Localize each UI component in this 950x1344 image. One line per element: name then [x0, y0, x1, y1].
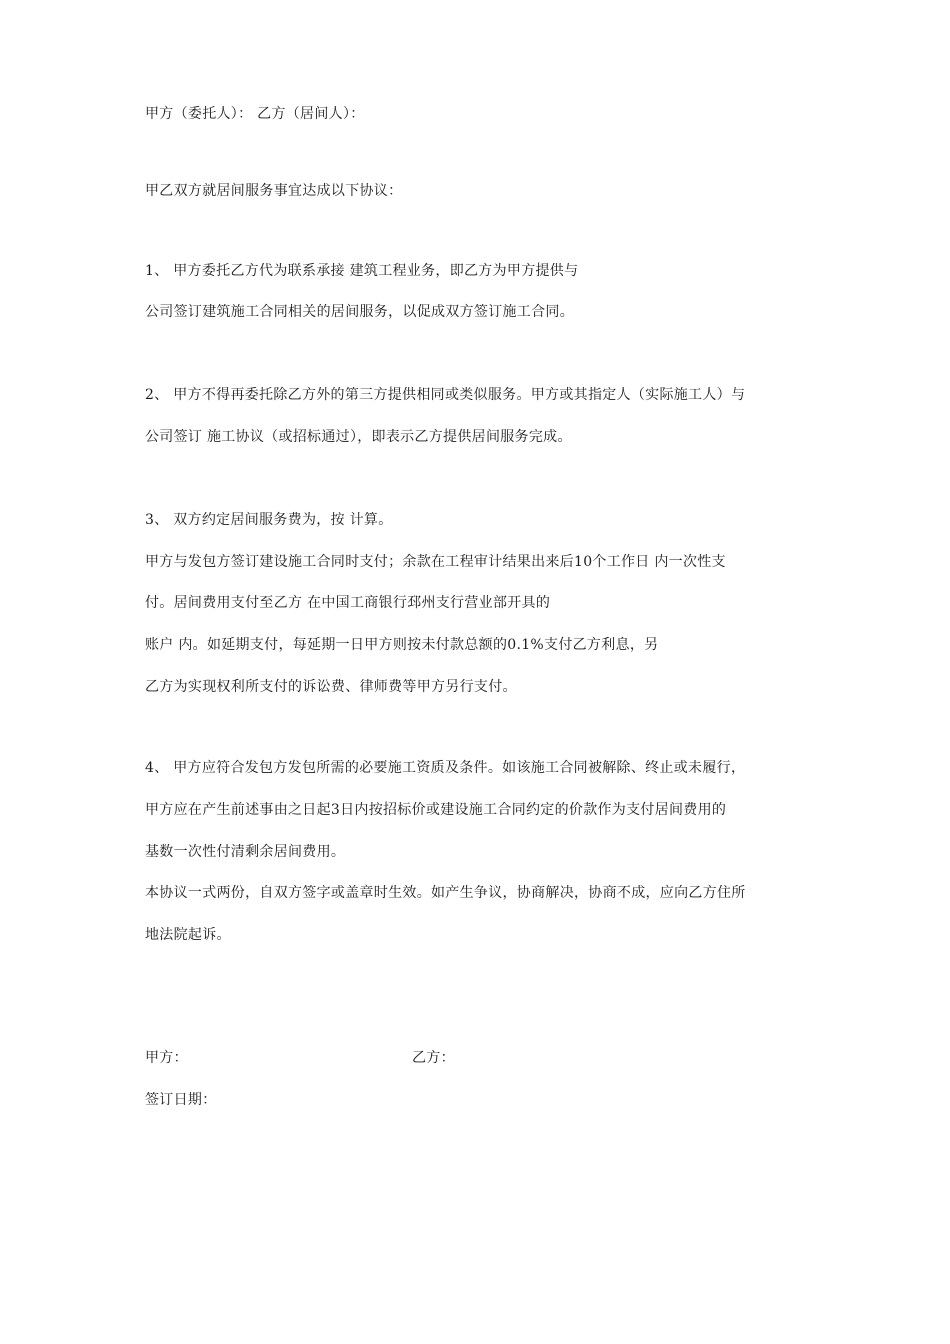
final-clause-line-1: 本协议一式两份，自双方签字或盖章时生效。如产生争议，协商解决，协商不成，应向乙方住所: [145, 885, 746, 901]
clause-4-line-3: 基数一次性付清剩余居间费用。: [145, 844, 346, 860]
signature-date-label: 签订日期：: [145, 1092, 217, 1108]
clause-4-line-2: 甲方应在产生前述事由之日起3日内按招标价或建设施工合同约定的价款作为支付居间费用的: [145, 802, 727, 818]
clause-4-line-1: 4、 甲方应符合发包方发包所需的必要施工资质及条件。如该施工合同被解除、终止或未履行，: [145, 760, 746, 776]
final-clause-line-2: 地法院起诉。: [145, 927, 231, 943]
clause-3-line-2: 甲方与发包方签订建设施工合同时支付；余款在工程审计结果出来后10个工作日 内一次性支: [145, 554, 726, 570]
clause-3-line-4: 账户 内。如延期支付，每延期一日甲方则按未付款总额的0.1%支付乙方利息，另: [145, 637, 659, 653]
clause-3-line-5: 乙方为实现权利所支付的诉讼费、律师费等甲方另行支付。: [145, 679, 517, 695]
clause-1-line-2: 公司签订建筑施工合同相关的居间服务，以促成双方签订施工合同。: [145, 304, 574, 320]
signature-party-b: 乙方：: [412, 1050, 455, 1066]
signature-party-a: 甲方：: [145, 1050, 188, 1066]
parties-line: 甲方（委托人）： 乙方（居间人）：: [145, 106, 365, 122]
clause-1-line-1: 1、 甲方委托乙方代为联系承接 建筑工程业务，即乙方为甲方提供与: [145, 263, 579, 279]
clause-2-line-2: 公司签订 施工协议（或招标通过），即表示乙方提供居间服务完成。: [145, 429, 572, 445]
clause-3-line-3: 付。居间费用支付至乙方 在中国工商银行邳州支行营业部开具的: [145, 595, 551, 611]
clause-3-line-1: 3、 双方约定居间服务费为，按 计算。: [145, 512, 393, 528]
intro-text: 甲乙双方就居间服务事宜达成以下协议：: [145, 183, 403, 199]
clause-2-line-1: 2、 甲方不得再委托除乙方外的第三方提供相同或类似服务。甲方或其指定人（实际施工人）与: [145, 387, 746, 403]
